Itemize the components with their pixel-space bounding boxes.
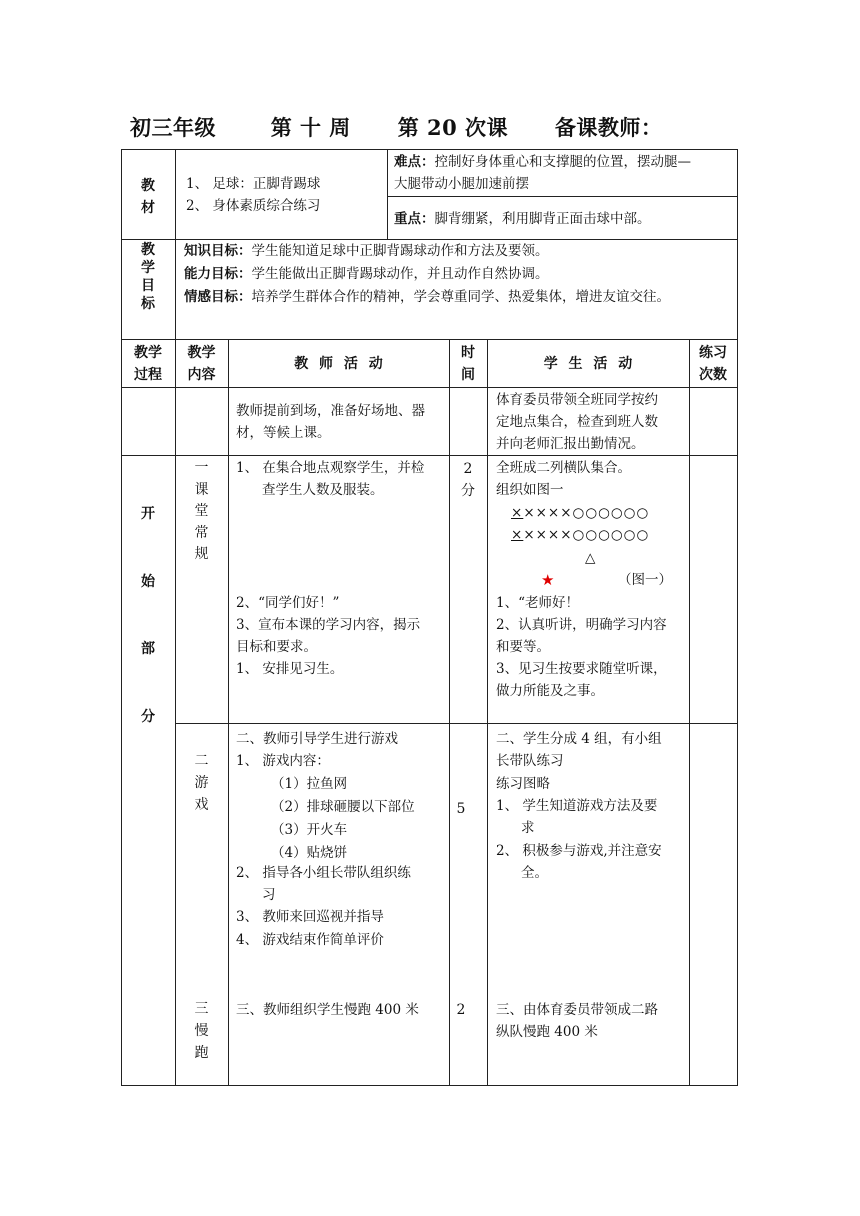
routine-teacher-3: 2、“同学们好！” — [236, 595, 340, 611]
material-item-2: 2、 身体素质综合练习 — [186, 198, 321, 214]
run-time: 2 — [456, 1002, 466, 1018]
col-time: 时 间 — [461, 345, 475, 383]
section-char-3: 部 — [141, 641, 155, 657]
star-icon: ★ — [541, 571, 555, 589]
routine-time: 2 分 — [461, 461, 475, 499]
knowledge-label: 知识目标： — [184, 243, 252, 259]
routine-student-5: 和要等。 — [496, 639, 550, 655]
formation-members-1: ××××○○○○○○ — [523, 505, 650, 521]
pre-student-2: 定地点集合，检查到班人数 — [496, 414, 658, 430]
game-teacher-10: 4、 游戏结束作简单评价 — [236, 932, 384, 948]
ability-text: 学生能做出正脚背踢球动作，并且动作自然协调。 — [251, 266, 549, 282]
game-student-4: 1、 学生知道游戏方法及要 — [496, 798, 658, 814]
routine-student-2: 组织如图一 — [496, 482, 564, 498]
col-teacher: 教 师 活 动 — [294, 356, 383, 372]
section-char-2: 始 — [141, 574, 155, 590]
game-teacher-4: （2）排球砸腰以下部位 — [271, 799, 415, 815]
formation-row-2 — [511, 524, 649, 546]
routine-content: 一 课 堂 常 规 — [194, 460, 209, 562]
routine-student-7: 做力所能及之事。 — [496, 683, 604, 699]
difficulty-text-2: 大腿带动小腿加速前摆 — [394, 176, 529, 192]
emotion-text: 培养学生群体合作的精神，学会尊重同学、热爱集体，增进友谊交往。 — [251, 289, 670, 305]
col-content: 教学 内容 — [187, 345, 216, 383]
game-teacher-7: 2、 指导各小组长带队组织练 — [236, 865, 411, 881]
teacher-label: 备课教师： — [554, 115, 663, 140]
routine-teacher-6: 1、 安排见习生。 — [236, 661, 344, 677]
game-student-5: 求 — [521, 820, 535, 836]
difficulty-label: 难点： — [394, 154, 435, 170]
lesson-number: 第 20 次课 — [397, 115, 509, 140]
game-teacher-9: 3、 教师来回巡视并指导 — [236, 909, 384, 925]
game-student-7: 全。 — [521, 865, 548, 881]
game-teacher-5: （3）开火车 — [271, 822, 348, 838]
routine-student-3: 1、“老师好！ — [496, 595, 579, 611]
col-student: 学 生 活 动 — [543, 356, 633, 372]
game-teacher-3: （1）拉鱼网 — [271, 776, 348, 792]
routine-teacher-2: 查学生人数及服装。 — [262, 482, 384, 498]
material-label: 教 材 — [141, 178, 155, 216]
game-teacher-8: 习 — [262, 887, 276, 903]
key-text: 脚背绷紧，利用脚背正面击球中部。 — [434, 211, 651, 227]
routine-teacher-5: 目标和要求。 — [236, 639, 317, 655]
knowledge-text: 学生能知道足球中正脚背踢球动作和方法及要领。 — [251, 243, 549, 259]
pre-student-1: 体育委员带领全班同学按约 — [496, 392, 658, 408]
key-point — [394, 208, 651, 230]
formation-leader-1: × — [511, 505, 524, 521]
run-student-2: 纵队慢跑 400 米 — [496, 1024, 598, 1040]
difficulty-text-1: 控制好身体重心和支撑腿的位置，摆动腿— — [434, 154, 691, 170]
goals-label: 教 学 目 标 — [141, 242, 155, 312]
section-char-1: 开 — [141, 506, 155, 522]
pre-student-3: 并向老师汇报出勤情况。 — [496, 436, 645, 452]
week: 第 十 周 — [270, 115, 351, 140]
formation-leader-2: × — [511, 527, 524, 543]
section-char-4: 分 — [141, 709, 155, 725]
page-header — [130, 112, 662, 142]
difficulty — [394, 151, 691, 173]
routine-teacher-1: 1、 在集合地点观察学生，并检 — [236, 460, 425, 476]
emotion-label: 情感目标： — [184, 289, 252, 305]
col-count: 练习 次数 — [699, 345, 727, 383]
grade: 初三年级 — [130, 115, 216, 140]
game-teacher-6: （4）贴烧饼 — [271, 845, 348, 861]
game-student-6: 2、 积极参与游戏,并注意安 — [496, 843, 662, 859]
game-student-2: 长带队练习 — [496, 753, 564, 769]
pre-teacher-1: 教师提前到场，准备好场地、器 — [236, 403, 425, 419]
goal-emotion — [184, 286, 670, 308]
col-process: 教学 过程 — [134, 345, 162, 383]
routine-student-4: 2、认真听讲，明确学习内容 — [496, 617, 667, 633]
pre-teacher-2: 材，等候上课。 — [236, 425, 331, 441]
game-teacher-2: 1、 游戏内容： — [236, 753, 330, 769]
goal-knowledge — [184, 240, 549, 262]
game-teacher-1: 二、教师引导学生进行游戏 — [236, 731, 398, 747]
material-item-1: 1、 足球：正脚背踢球 — [186, 176, 321, 192]
teacher-triangle-icon: △ — [585, 550, 596, 566]
run-content: 三 慢 跑 — [194, 1001, 209, 1061]
game-content: 二 游 戏 — [194, 753, 209, 813]
goal-ability — [184, 263, 549, 285]
routine-student-1: 全班成二列横队集合。 — [496, 460, 631, 476]
routine-student-6: 3、见习生按要求随堂听课， — [496, 661, 667, 677]
game-student-3: 练习图略 — [496, 776, 550, 792]
routine-teacher-4: 3、宣布本课的学习内容，揭示 — [236, 617, 421, 633]
ability-label: 能力目标： — [184, 266, 252, 282]
game-student-1: 二、学生分成 4 组，有小组 — [496, 731, 662, 747]
key-label: 重点： — [394, 211, 435, 227]
run-student-1: 三、由体育委员带领成二路 — [496, 1002, 658, 1018]
run-teacher: 三、教师组织学生慢跑 400 米 — [236, 1002, 419, 1018]
formation-members-2: ××××○○○○○○ — [523, 527, 650, 543]
formation-row-1 — [511, 502, 649, 524]
game-time: 5 — [456, 801, 466, 817]
figure-caption: （图一） — [618, 572, 672, 588]
